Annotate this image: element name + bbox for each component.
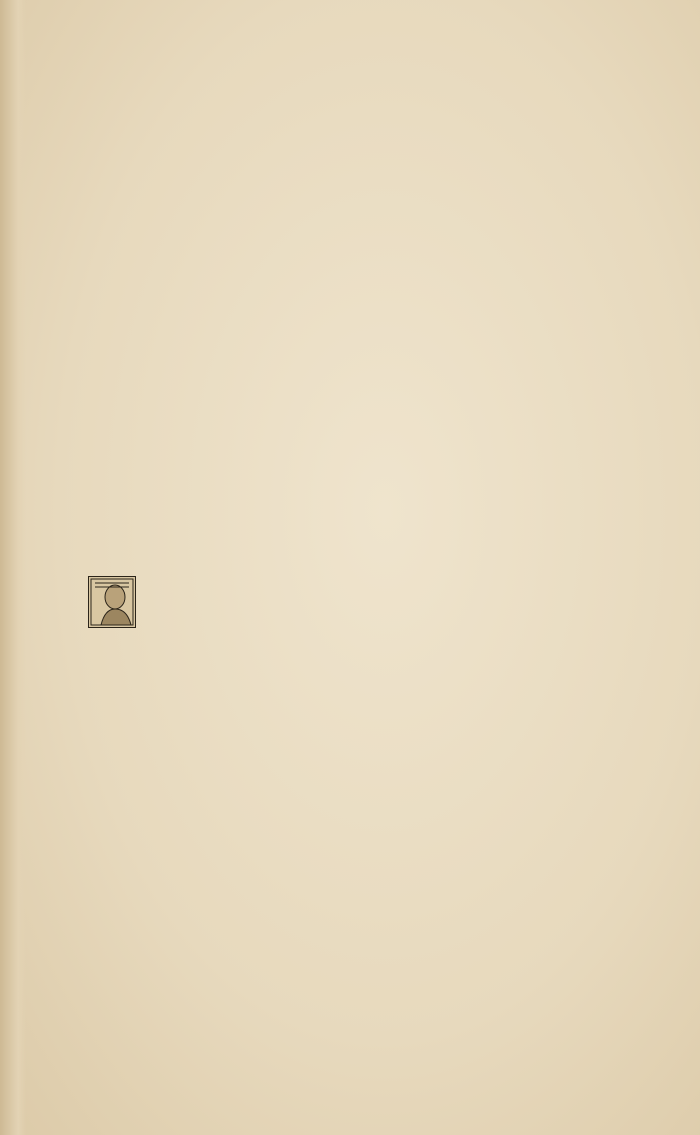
catchword: [438, 1078, 456, 1092]
initial-letter: [89, 577, 135, 627]
running-head: [0, 54, 700, 76]
page-gutter: [0, 0, 26, 1135]
decorated-initial: [88, 576, 136, 628]
